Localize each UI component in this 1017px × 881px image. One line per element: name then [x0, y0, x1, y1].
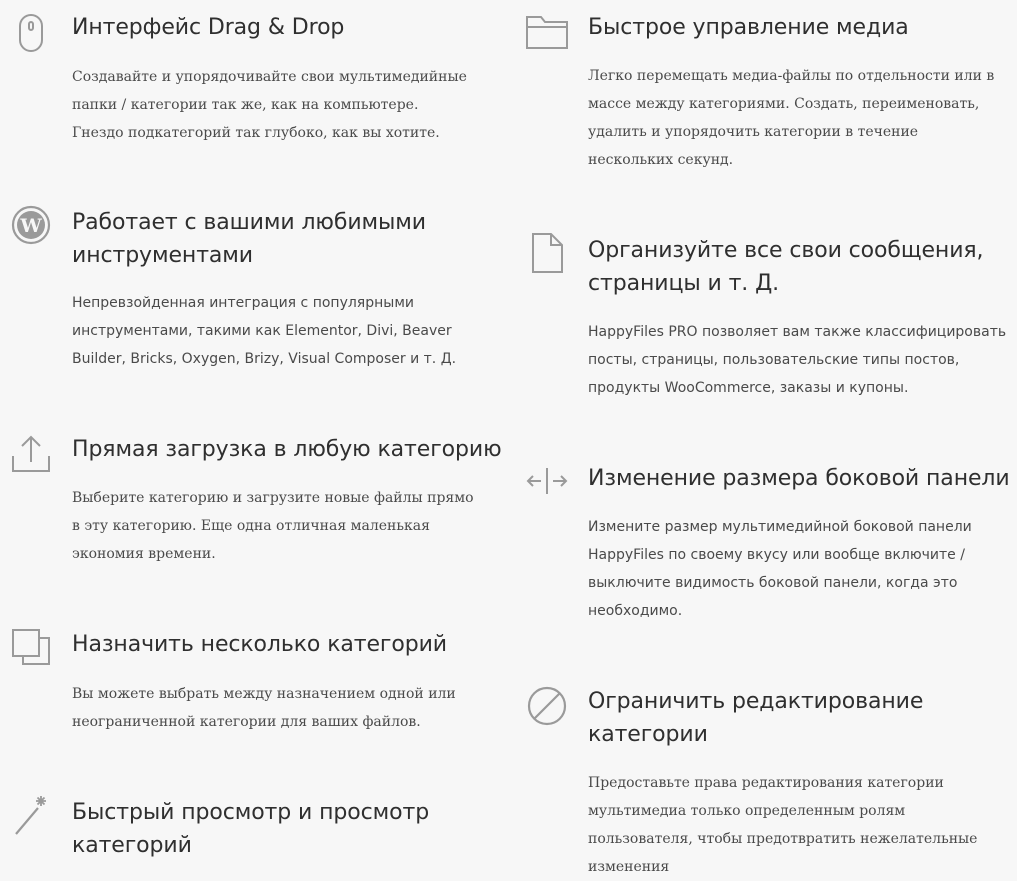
copy-icon	[8, 624, 54, 670]
feature-title: Быстрое управление медиа	[588, 15, 909, 40]
feature-title: Быстрый просмотр и просмотр категорий	[72, 800, 430, 858]
feature-description: HappyFiles PRO позволяет вам также классифицировать посты, страницы, пользовательские типы постов, продукты WooCommerce, заказы и купоны.	[588, 324, 1007, 396]
feature-title: Организуйте все свои сообщения, страницы и т. Д.	[588, 238, 984, 296]
feature-title: Назначить несколько категорий	[72, 632, 447, 657]
upload-icon	[8, 430, 54, 476]
svg-text:W: W	[20, 215, 42, 237]
folder-icon	[524, 8, 570, 54]
document-icon	[524, 230, 570, 276]
resize-horizontal-icon	[524, 458, 570, 504]
feature-description: Легко перемещать медиа-файлы по отдельности или в массе между категориями. Создать, переименовать, удалить и упорядочить категории в течение нескольких секунд.	[588, 68, 995, 168]
feature-title: Прямая загрузка в любую категорию	[72, 437, 502, 462]
magic-wand-icon	[8, 792, 54, 838]
prohibited-icon	[524, 683, 570, 729]
feature-title: Изменение размера боковой панели	[588, 466, 1010, 491]
feature-description: Создавайте и упорядочивайте свои мультимедийные папки / категории так же, как на компьютере. Гнездо подкатегорий так глубоко, как вы хотите.	[72, 69, 467, 141]
feature-description: Вы можете выбрать между назначением одной или неограниченной категории для ваших файлов.	[72, 686, 456, 730]
feature-title: Интерфейс Drag & Drop	[72, 15, 345, 40]
feature-description: Измените размер мультимедийной боковой панели HappyFiles по своему вкусу или вообще включите / выключите видимость боковой панели, когда это необходимо.	[588, 519, 972, 619]
feature-description: Предоставьте права редактирования категории мультимедиа только определенным ролям пользователя, чтобы предотвратить нежелательные изменения	[588, 775, 978, 875]
feature-title: Ограничить редактирование категории	[588, 689, 924, 747]
wordpress-icon	[8, 202, 54, 248]
feature-title: Работает с вашими любимыми инструментами	[72, 210, 426, 268]
feature-description: Непревзойденная интеграция с популярными инструментами, такими как Elementor, Divi, Beaver Builder, Bricks, Oxygen, Brizy, Visual Composer и т. Д.	[72, 295, 457, 367]
feature-description: Выберите категорию и загрузите новые файлы прямо в эту категорию. Еще одна отличная маленькая экономия времени.	[72, 490, 474, 562]
mouse-icon	[8, 10, 54, 56]
